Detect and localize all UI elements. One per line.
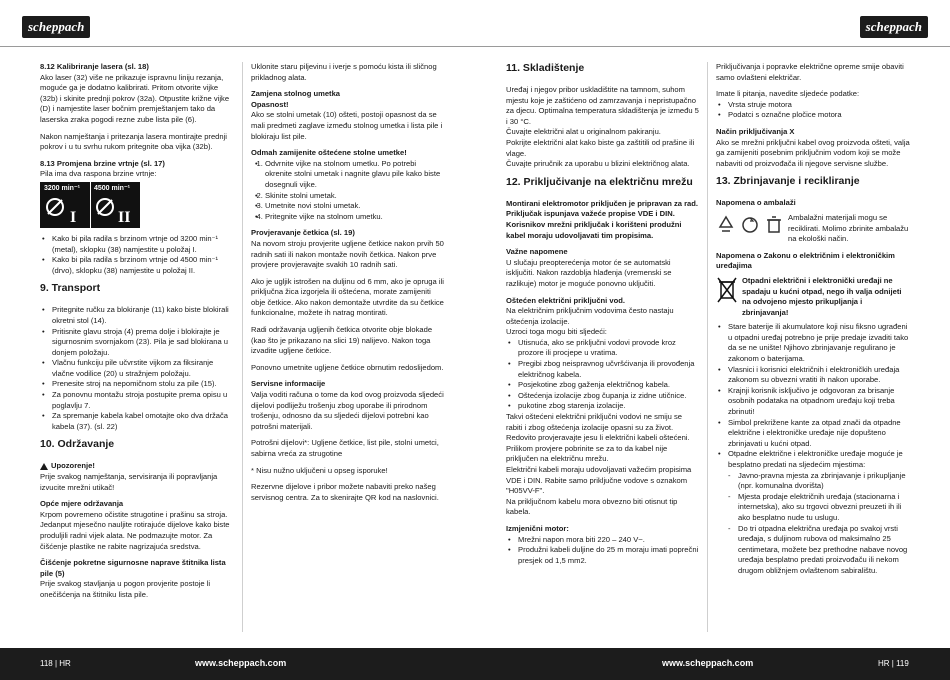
- collection-points-list: [716, 471, 910, 577]
- list-item: • Pritisnite glavu stroja (4) prema dolje i blokirajte je sigurnosnim svornjakom (23). Pila je sad blokirana u donjem položaju.: [52, 327, 233, 359]
- packaging-note: [716, 213, 910, 245]
- weee-note: [716, 276, 910, 318]
- speed-label: 4500 min⁻¹: [94, 184, 130, 192]
- list-item: • Otpadne električne i elektroničke uređaje moguće je besplatno predati na sljedećim mjestima:: [728, 449, 910, 470]
- paragraph: Uređaj i njegov pribor uskladištite na tamnom, suhom mjestu koje je zaštićeno od zamrzavanja i nepristupačno za djecu. Optimalna temperatura skladištenja je između 5 i 30 °C.: [506, 85, 699, 126]
- weee-list: [716, 322, 910, 470]
- heading-brush-check: Provjeravanje četkica (sl. 19): [251, 228, 355, 238]
- list-item: - Do tri otpadna električna uređaja po svakoj vrsti uređaja, s duljinom rubova od maksimalno 25 centimetara, možete bez prethodne nabave novog uređaja besplatno predati proizvođaču ili nekom drugom obližnjem ovlaštenom sabiralištu.: [738, 524, 910, 577]
- section-storage: 11. Skladištenje: [506, 62, 585, 74]
- paragraph: Valja voditi računa o tome da kod ovog proizvoda sljedeći dijelovi podliježu trošenju zbog uporabe ili prirodnom trošenju, odnosno da su sljedeći dijelovi potrebni kao potrošni materijali.: [251, 390, 444, 431]
- list-item: • Stare baterije ili akumulatore koji nisu fiksno ugrađeni u otpadni uređaj potrebno je prije predaje izvaditi tako da se ne unište! Njihovo zbrinjavanje regulirano je zakonom o baterijama.: [728, 322, 910, 364]
- list-item: • Mrežni napon mora biti 220 – 240 V~.: [518, 535, 699, 546]
- paragraph: Pokrijte električni alat kako biste ga zaštitili od prašine ili vlage.: [506, 137, 695, 158]
- paragraph: Ako se mrežni priključni kabel ovog proizvoda ošteti, valja ga zamijeniti posebnim priključnim vodom koji se može nabaviti od proizvođača ili njegove servisne službe.: [716, 137, 910, 168]
- section-transport: 9. Transport: [40, 282, 101, 295]
- paragraph: Krpom povremeno očistite strugotine i prašinu sa stroja. Jedanput mjesečno nauljite rotirajuće dijelove kako biste produljili radni vijek alata. Ne podmazujte motor. Za čišćenje plastike ne rabite nagrizajuća sredstva.: [40, 509, 230, 551]
- heading-packaging: Napomena o ambalaži: [716, 198, 796, 208]
- top-bar: [0, 0, 950, 47]
- list-item: • Vlačnu funkciju pile učvrstite vijkom za fiksiranje vlačne vodilice (20) u stražnjem položaju.: [52, 358, 233, 379]
- website-link-left[interactable]: www.scheppach.com: [195, 658, 287, 668]
- heading-guard-cleaning: Čišćenje pokretne sigurnosne naprave štitnika lista pile (5): [40, 558, 226, 578]
- list-item: • 2. Skinite stolni umetak.: [265, 191, 444, 202]
- recycle-icon: [716, 215, 736, 235]
- paragraph: * Nisu nužno uključeni u opseg isporuke!: [251, 465, 388, 475]
- paragraph: Ako se stolni umetak (10) ošteti, postoji opasnost da se mali predmeti zaglave između stolnog umetka i lista pile i blokiraju list pile.: [251, 110, 443, 141]
- heading-important-notes: Važne napomene: [506, 247, 568, 257]
- paragraph: Na priključnom kabelu mora obvezno biti otisnut tip kabela.: [506, 496, 678, 517]
- list-item: • Simbol prekrižene kante za otpad znači da otpadne električne i elektroničke uređaje nije dopušteno zbrinjavati u kućni otpad.: [728, 418, 910, 450]
- list-item: • Krajnji korisnik isključivo je odgovoran za brisanje osobnih podataka na otpadnom uređaju koji treba zbrinuti!: [728, 386, 910, 418]
- list-item: • Prenesite stroj na nepomičnom stolu za pile (15).: [52, 379, 233, 390]
- column-divider: [707, 62, 708, 632]
- list-item: • Kako bi pila radila s brzinom vrtnje od 3200 min⁻¹ (metal), sklopku (38) namjestite u položaj I.: [52, 234, 233, 255]
- list-item: • 1. Odvrnite vijke na stolnom umetku. Po potrebi okrenite stolni umetak i nagnite glavu pile kako biste dosegnuli vijke.: [265, 159, 444, 191]
- list-item: • Vrsta struje motora: [728, 100, 910, 111]
- page-number-left: 118 | HR: [40, 659, 71, 668]
- paragraph: Ponovno umetnite ugljene četkice obrnutim redoslijedom.: [251, 362, 444, 372]
- transport-list: [40, 305, 233, 432]
- info-list: [716, 100, 910, 121]
- list-item: • Podatci s označne pločice motora: [728, 110, 910, 121]
- recycle-loop-icon: [740, 215, 760, 235]
- paragraph: Ako je ugljik istrošen na duljinu od 6 mm, ako je opruga ili priključna žica izgorjela ili oštećena, morate zamijeniti obje četkice. Ako nakon demontaže utvrdite da su četkice funkcionalne, možete ih natrag montirati.: [251, 276, 444, 318]
- speed-label: 3200 min⁻¹: [44, 184, 80, 192]
- paragraph: Na novom stroju provjerite ugljene četkice nakon prvih 50 radnih sati ili nakon montaže novih četkica. Nakon prve provjere provjeravajte svakih 10 radnih sati.: [251, 238, 444, 270]
- divider: [90, 182, 91, 228]
- column-1: [40, 62, 233, 607]
- list-item: - Javno-pravna mjesta za zbrinjavanje i prikupljanje (npr. komunalna dvorišta): [738, 471, 910, 492]
- paragraph: Imate li pitanja, navedite sljedeće podatke:: [716, 89, 860, 99]
- column-3: [506, 62, 699, 572]
- paragraph: Prije svakog namještanja, servisiranja ili popravljanja izvucite mrežni utikač!: [40, 472, 218, 492]
- paragraph: Nakon namještanja i pritezanja lasera montirajte prednji pokrov i u tu svrhu rukom pritegnite oba vijka (32b).: [40, 131, 227, 152]
- heading-ac-motor: Izmjenični motor:: [506, 523, 569, 533]
- list-item: • Kako bi pila radila s brzinom vrtnje od 4500 min⁻¹ (drvo), sklopku (38) namjestite u položaj II.: [52, 255, 233, 276]
- paragraph: Čuvajte električni alat u originalnom pakiranju.: [506, 127, 661, 137]
- saw-blade-icon: [44, 196, 66, 218]
- warning-heading: [40, 461, 233, 472]
- paragraph: Čuvajte priručnik za uporabu u blizini električnog alata.: [506, 159, 690, 169]
- paragraph: Električni kabeli moraju udovoljavati važećim propisima VDE i DIN. Rabite samo priključne vodove s oznakom "H05VV-F".: [506, 465, 692, 496]
- paragraph: Pila ima dva raspona brzine vrtnje:: [40, 169, 157, 179]
- paragraph: Radi održavanja ugljenih četkica otvorite obje blokade (kao što je prikazano na slici 19) nalijevo. Nakon toga izvadite ugljene četkice.: [251, 325, 433, 356]
- saw-blade-icon: [94, 196, 116, 218]
- paragraph: Uklonite staru piljevinu i iverje s pomoću kista ili sličnog prikladnog alata.: [251, 62, 437, 82]
- paragraph: Prije svakog stavljanja u pogon provjerite postoje li onečišćenja na štitniku lista pile.: [40, 579, 211, 599]
- heading-speed-change: 8.13 Promjena brzine vrtnje (sl. 17): [40, 158, 165, 168]
- column-divider: [242, 62, 243, 632]
- list-item: • Za ponovnu montažu stroja postupite prema opisu u poglavlju 7.: [52, 390, 233, 411]
- bin-disposal-icon: [764, 215, 784, 235]
- heading-damaged-cable: Oštećen električni priključni vod.: [506, 295, 626, 305]
- speed-list: [40, 234, 233, 276]
- list-item: • Pregibi zbog neispravnog učvršćivanja ili provođenja električnog kabela.: [518, 359, 699, 380]
- footer-bar: [0, 648, 950, 680]
- list-item: • 3. Umetnite novi stolni umetak.: [265, 201, 444, 212]
- heading-general-maintenance: Opće mjere održavanja: [40, 499, 124, 509]
- speed-switch-illustration: [40, 182, 140, 228]
- paragraph: Ambalažni materijali mogu se reciklirati. Molimo zbrinite ambalažu na ekološki način.: [788, 212, 909, 244]
- warning-label: Upozorenje!: [51, 461, 95, 471]
- heading-service-info: Servisne informacije: [251, 379, 326, 389]
- section-electrical: 12. Priključivanje na električnu mrežu: [506, 175, 693, 188]
- danger-label: Opasnost!: [251, 99, 289, 109]
- paragraph: Priključivanja i popravke električne opreme smije obaviti samo ovlašteni električar.: [716, 62, 904, 82]
- heading-replace-inserts: Odmah zamijenite oštećene stolne umetke!: [251, 148, 407, 158]
- crossed-bin-icon: [716, 276, 738, 304]
- paragraph: Uzroci toga mogu biti sljedeći:: [506, 327, 607, 337]
- section-maintenance: 10. Održavanje: [40, 438, 115, 451]
- paragraph-bold: Montirani elektromotor priključen je pripravan za rad. Priključak ispunjava važeće propise VDE i DIN. Korisnikov mrežni priključak i korišteni produžni kabel moraju udovoljavati tim propisima.: [506, 198, 698, 240]
- paragraph: Na električnim priključnim vodovima često nastaju oštećenja izolacije.: [506, 306, 674, 326]
- website-link-right[interactable]: www.scheppach.com: [662, 658, 754, 668]
- list-item: • Vlasnici i korisnici električnih i elektroničkih uređaja zakonom su obvezni vratiti ih nakon uporabe.: [728, 365, 910, 386]
- list-item: • Utisnuća, ako se priključni vodovi provode kroz prozore ili procjepe u vratima.: [518, 338, 699, 359]
- paragraph: Takvi oštećeni električni priključni vodovi ne smiju se rabiti i zbog oštećenja izolacije opasni su za život.: [506, 412, 682, 432]
- list-item: - Mjesta prodaje električnih uređaja (stacionarna i internetska), ako su trgovci obvezni preuzeti ih ili ako besplatno nude tu uslugu.: [738, 492, 910, 524]
- list-item: • Za spremanje kabela kabel omotajte oko dva držača kabela (37). (sl. 22): [52, 411, 233, 432]
- position-i-label: I: [70, 209, 77, 227]
- list-item: • Oštećenja izolacije zbog čupanja iz zidne utičnice.: [518, 391, 699, 402]
- warning-icon: [40, 463, 48, 470]
- paragraph: Ako laser (32) više ne prikazuje ispravnu liniju rezanja, moguće ga je dodatno kalibrirati. Pritom otvorite vijke (32b) i skinite prednji pokrov (32a). Otpustite križne vijke (D) i namjestite laser bočnim premještanjem tako da laserska zraka pogodi rezne zube lista pile (6).: [40, 72, 230, 124]
- scheppach-logo-right: scheppach: [860, 16, 928, 38]
- position-ii-label: II: [118, 209, 131, 227]
- cable-damage-list: [506, 338, 699, 412]
- heading-table-insert: Zamjena stolnog umetka: [251, 89, 341, 99]
- paragraph: Rezervne dijelove i pribor možete nabaviti preko našeg servisnog centra. Za to skenirajte QR kod na naslovnici.: [251, 482, 439, 502]
- section-disposal: 13. Zbrinjavanje i recikliranje: [716, 175, 860, 188]
- paragraph: Redovito provjeravajte jesu li električni kabeli oštećeni. Prilikom provjere pobrinite se za to da kabel nije priključen na električnu mrežu.: [506, 433, 690, 464]
- heading-connection-type: Način priključivanja X: [716, 126, 795, 136]
- insert-steps: [251, 159, 444, 223]
- heading-laser-calibration: 8.12 Kalibriranje lasera (sl. 18): [40, 62, 149, 71]
- recycling-icons: [716, 215, 784, 235]
- heading-weee-law: Napomena o Zakonu o električnim i elektroničkim uređajima: [716, 250, 895, 271]
- page-number-right: HR | 119: [878, 659, 909, 668]
- scheppach-logo-left: scheppach: [22, 16, 90, 38]
- list-item: • Produžni kabeli duljine do 25 m moraju imati poprečni presjek od 1,5 mm2.: [518, 545, 699, 566]
- paragraph: U slučaju preopterećenja motor će se automatski isključiti. Nakon razdoblja hlađenja (vremenski se razlikuje) motor je moguće ponovno uključiti.: [506, 257, 672, 288]
- list-item: • pukotine zbog starenja izolacije.: [518, 401, 699, 412]
- paragraph-bold: Otpadni električni i elektronički uređaji ne spadaju u kućni otpad, nego ih valja odnijeti na odvojeno mjesto prikupljanja i zbrinjavanja!: [742, 275, 902, 317]
- ac-motor-list: [506, 535, 699, 567]
- list-item: • Pritegnite ručku za blokiranje (11) kako biste blokirali okretni stol (14).: [52, 305, 233, 326]
- paragraph: Potrošni dijelovi*: Ugljene četkice, list pile, stolni umetci, sabirna vreća za strugotine: [251, 438, 439, 458]
- column-2: [251, 62, 444, 509]
- column-4: [716, 62, 910, 583]
- list-item: • Posjekotine zbog gaženja električnog kabela.: [518, 380, 699, 391]
- list-item: • 4. Pritegnite vijke na stolnom umetku.: [265, 212, 444, 223]
